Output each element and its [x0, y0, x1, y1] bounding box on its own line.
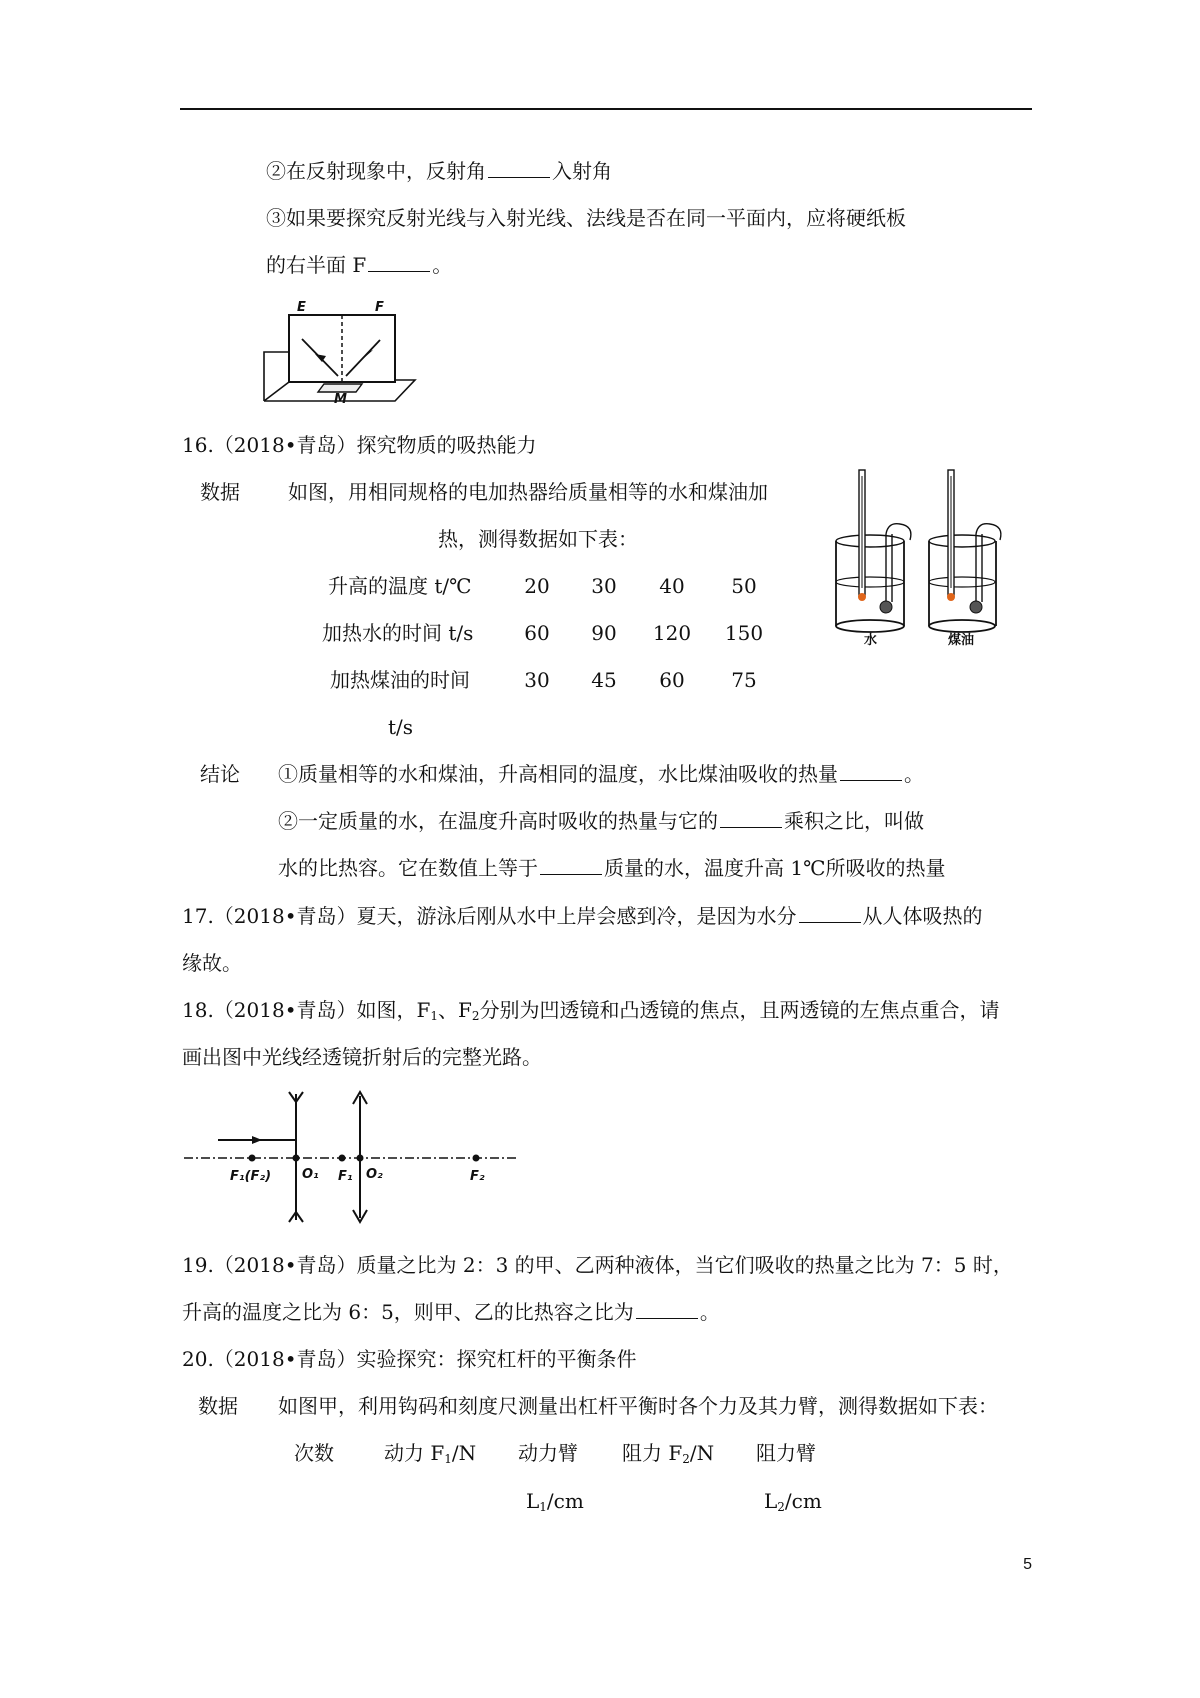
q16-title: 16.（2018•青岛）探究物质的吸热能力: [182, 433, 537, 457]
label-f: F: [375, 300, 384, 315]
q16-row-1-label: 升高的温度 t/℃: [328, 574, 472, 598]
q19-line-2: 升高的温度之比为 6：5，则甲、乙的比热容之比为 。: [182, 1300, 720, 1324]
q20-data-label: 数据: [198, 1394, 238, 1418]
heating-beakers-figure: [826, 466, 1036, 646]
label-e: E: [297, 300, 306, 315]
q16-cell: 60: [659, 668, 685, 692]
label-f2: F₂: [470, 1169, 485, 1184]
reflection-board-figure: [270, 296, 420, 406]
q16-row-3-label: 加热煤油的时间: [330, 668, 470, 692]
q16-conclusion-3: 水的比热容。它在数值上等于 质量的水，温度升高 1℃所吸收的热量: [278, 856, 946, 880]
answer-blank[interactable]: [799, 904, 861, 923]
answer-blank[interactable]: [368, 253, 430, 272]
q16-cell: 45: [591, 668, 617, 692]
answer-blank[interactable]: [488, 159, 550, 178]
q16-cell: 75: [731, 668, 757, 692]
q20-title: 20.（2018•青岛）实验探究：探究杠杆的平衡条件: [182, 1347, 637, 1371]
q16-cell: 20: [524, 574, 550, 598]
answer-blank[interactable]: [636, 1300, 698, 1319]
label-o2: O₂: [366, 1167, 383, 1182]
q16-conclusion-2: ②一定质量的水，在温度升高时吸收的热量与它的 乘积之比，叫做: [278, 809, 924, 833]
label-f1f2: F₁(F₂): [230, 1169, 272, 1184]
q20-header-effort-arm-unit: $L_1/cm$: [526, 1489, 584, 1514]
q16-cell: 90: [591, 621, 617, 645]
label-water: 水: [864, 633, 878, 648]
q16-intro-2: 热，测得数据如下表：: [438, 527, 638, 551]
q20-header-effort: 动力 $F_1/N$: [384, 1441, 477, 1466]
q19-line-1: 19.（2018•青岛）质量之比为 2：3 的甲、乙两种液体，当它们吸收的热量之比为 7：5 时，: [182, 1253, 1013, 1277]
q16-cell: 120: [652, 621, 692, 645]
label-o1: O₁: [302, 1167, 319, 1182]
q16-cell: 150: [724, 621, 764, 645]
q17-line-1: 17.（2018•青岛）夏天，游泳后刚从水中上岸会感到冷，是因为水分 从人体吸热的: [182, 904, 983, 928]
page-number: 5: [1023, 1556, 1032, 1573]
q16-cell: 60: [524, 621, 550, 645]
q20-header-load: 阻力 $F_2/N$: [622, 1441, 715, 1466]
q16-cell: 40: [659, 574, 685, 598]
q20-intro: 如图甲，利用钩码和刻度尺测量出杠杆平衡时各个力及其力臂，测得数据如下表：: [278, 1394, 998, 1418]
q20-header-count: 次数: [294, 1441, 334, 1465]
q17-line-2: 缘故。: [182, 951, 242, 975]
q15-line-2: ②在反射现象中，反射角 入射角: [266, 159, 612, 183]
q16-conclusion-label: 结论: [200, 762, 240, 786]
answer-blank[interactable]: [720, 809, 782, 828]
q16-cell: 30: [524, 668, 550, 692]
q20-header-effort-arm: 动力臂: [518, 1441, 578, 1465]
q16-intro-1: 如图，用相同规格的电加热器给质量相等的水和煤油加: [288, 480, 768, 504]
q16-cell: 30: [591, 574, 617, 598]
label-kerosene: 煤油: [948, 633, 975, 648]
q16-data-label: 数据: [200, 480, 240, 504]
q16-row-2-label: 加热水的时间 t/s: [322, 621, 474, 645]
answer-blank[interactable]: [840, 762, 902, 781]
label-f1: F₁: [338, 1169, 353, 1184]
label-m: M: [334, 392, 347, 407]
q15-line-4: 的右半面 F 。: [266, 253, 453, 277]
answer-blank[interactable]: [540, 856, 602, 875]
q16-row-3-label-continuation: t/s: [388, 715, 414, 739]
q20-header-load-arm-unit: $L_2/cm$: [764, 1489, 822, 1514]
q18-line-2: 画出图中光线经透镜折射后的完整光路。: [182, 1045, 542, 1069]
q16-cell: 50: [731, 574, 757, 598]
q15-line-3: ③如果要探究反射光线与入射光线、法线是否在同一平面内，应将硬纸板: [266, 206, 906, 230]
header-rule: [180, 108, 1032, 110]
q18-line-1: 18.（2018•青岛）如图，$F_1$、$F_2$分别为凹透镜和凸透镜的焦点，且两透镜的左焦点重合，请: [182, 998, 1000, 1023]
lens-ray-diagram: [182, 1090, 522, 1230]
q16-conclusion-1: ①质量相等的水和煤油，升高相同的温度，水比煤油吸收的热量 。: [278, 762, 924, 786]
q20-header-load-arm: 阻力臂: [756, 1441, 816, 1465]
